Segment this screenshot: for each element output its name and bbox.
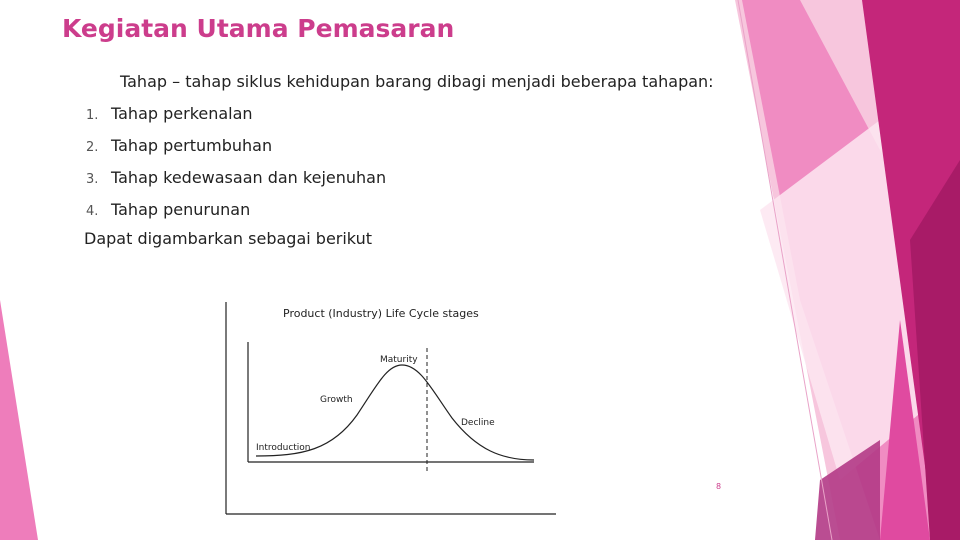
stage-growth-label: Growth (320, 395, 353, 405)
stage-introduction-label: Introduction (256, 443, 311, 453)
stage-maturity-label: Maturity (380, 355, 418, 365)
page-number: 8 (716, 482, 722, 491)
list-item (86, 135, 386, 167)
stage-decline-label: Decline (461, 418, 495, 428)
step-label: Tahap perkenalan (111, 104, 253, 123)
step-number: 4. (86, 204, 99, 219)
intro-text: Tahap – tahap siklus kehidupan barang dibagi menjadi beberapa tahapan: (120, 72, 714, 91)
step-number: 3. (86, 172, 99, 187)
life-cycle-figure (222, 300, 558, 516)
slide-title: Kegiatan Utama Pemasaran (62, 14, 455, 43)
step-number: 1. (86, 108, 99, 123)
list-item (86, 167, 386, 199)
step-label: Tahap penurunan (111, 200, 251, 219)
life-cycle-diagram (222, 300, 558, 516)
step-label: Tahap pertumbuhan (111, 136, 273, 155)
closing-text: Dapat digambarkan sebagai berikut (84, 229, 372, 248)
list-item (86, 103, 386, 135)
left-decoration-triangle (0, 300, 38, 540)
figure-title: Product (Industry) Life Cycle stages (283, 307, 479, 320)
step-number: 2. (86, 140, 99, 155)
step-label: Tahap kedewasaan dan kejenuhan (111, 168, 387, 187)
steps-list (86, 103, 386, 231)
list-item (86, 199, 386, 231)
